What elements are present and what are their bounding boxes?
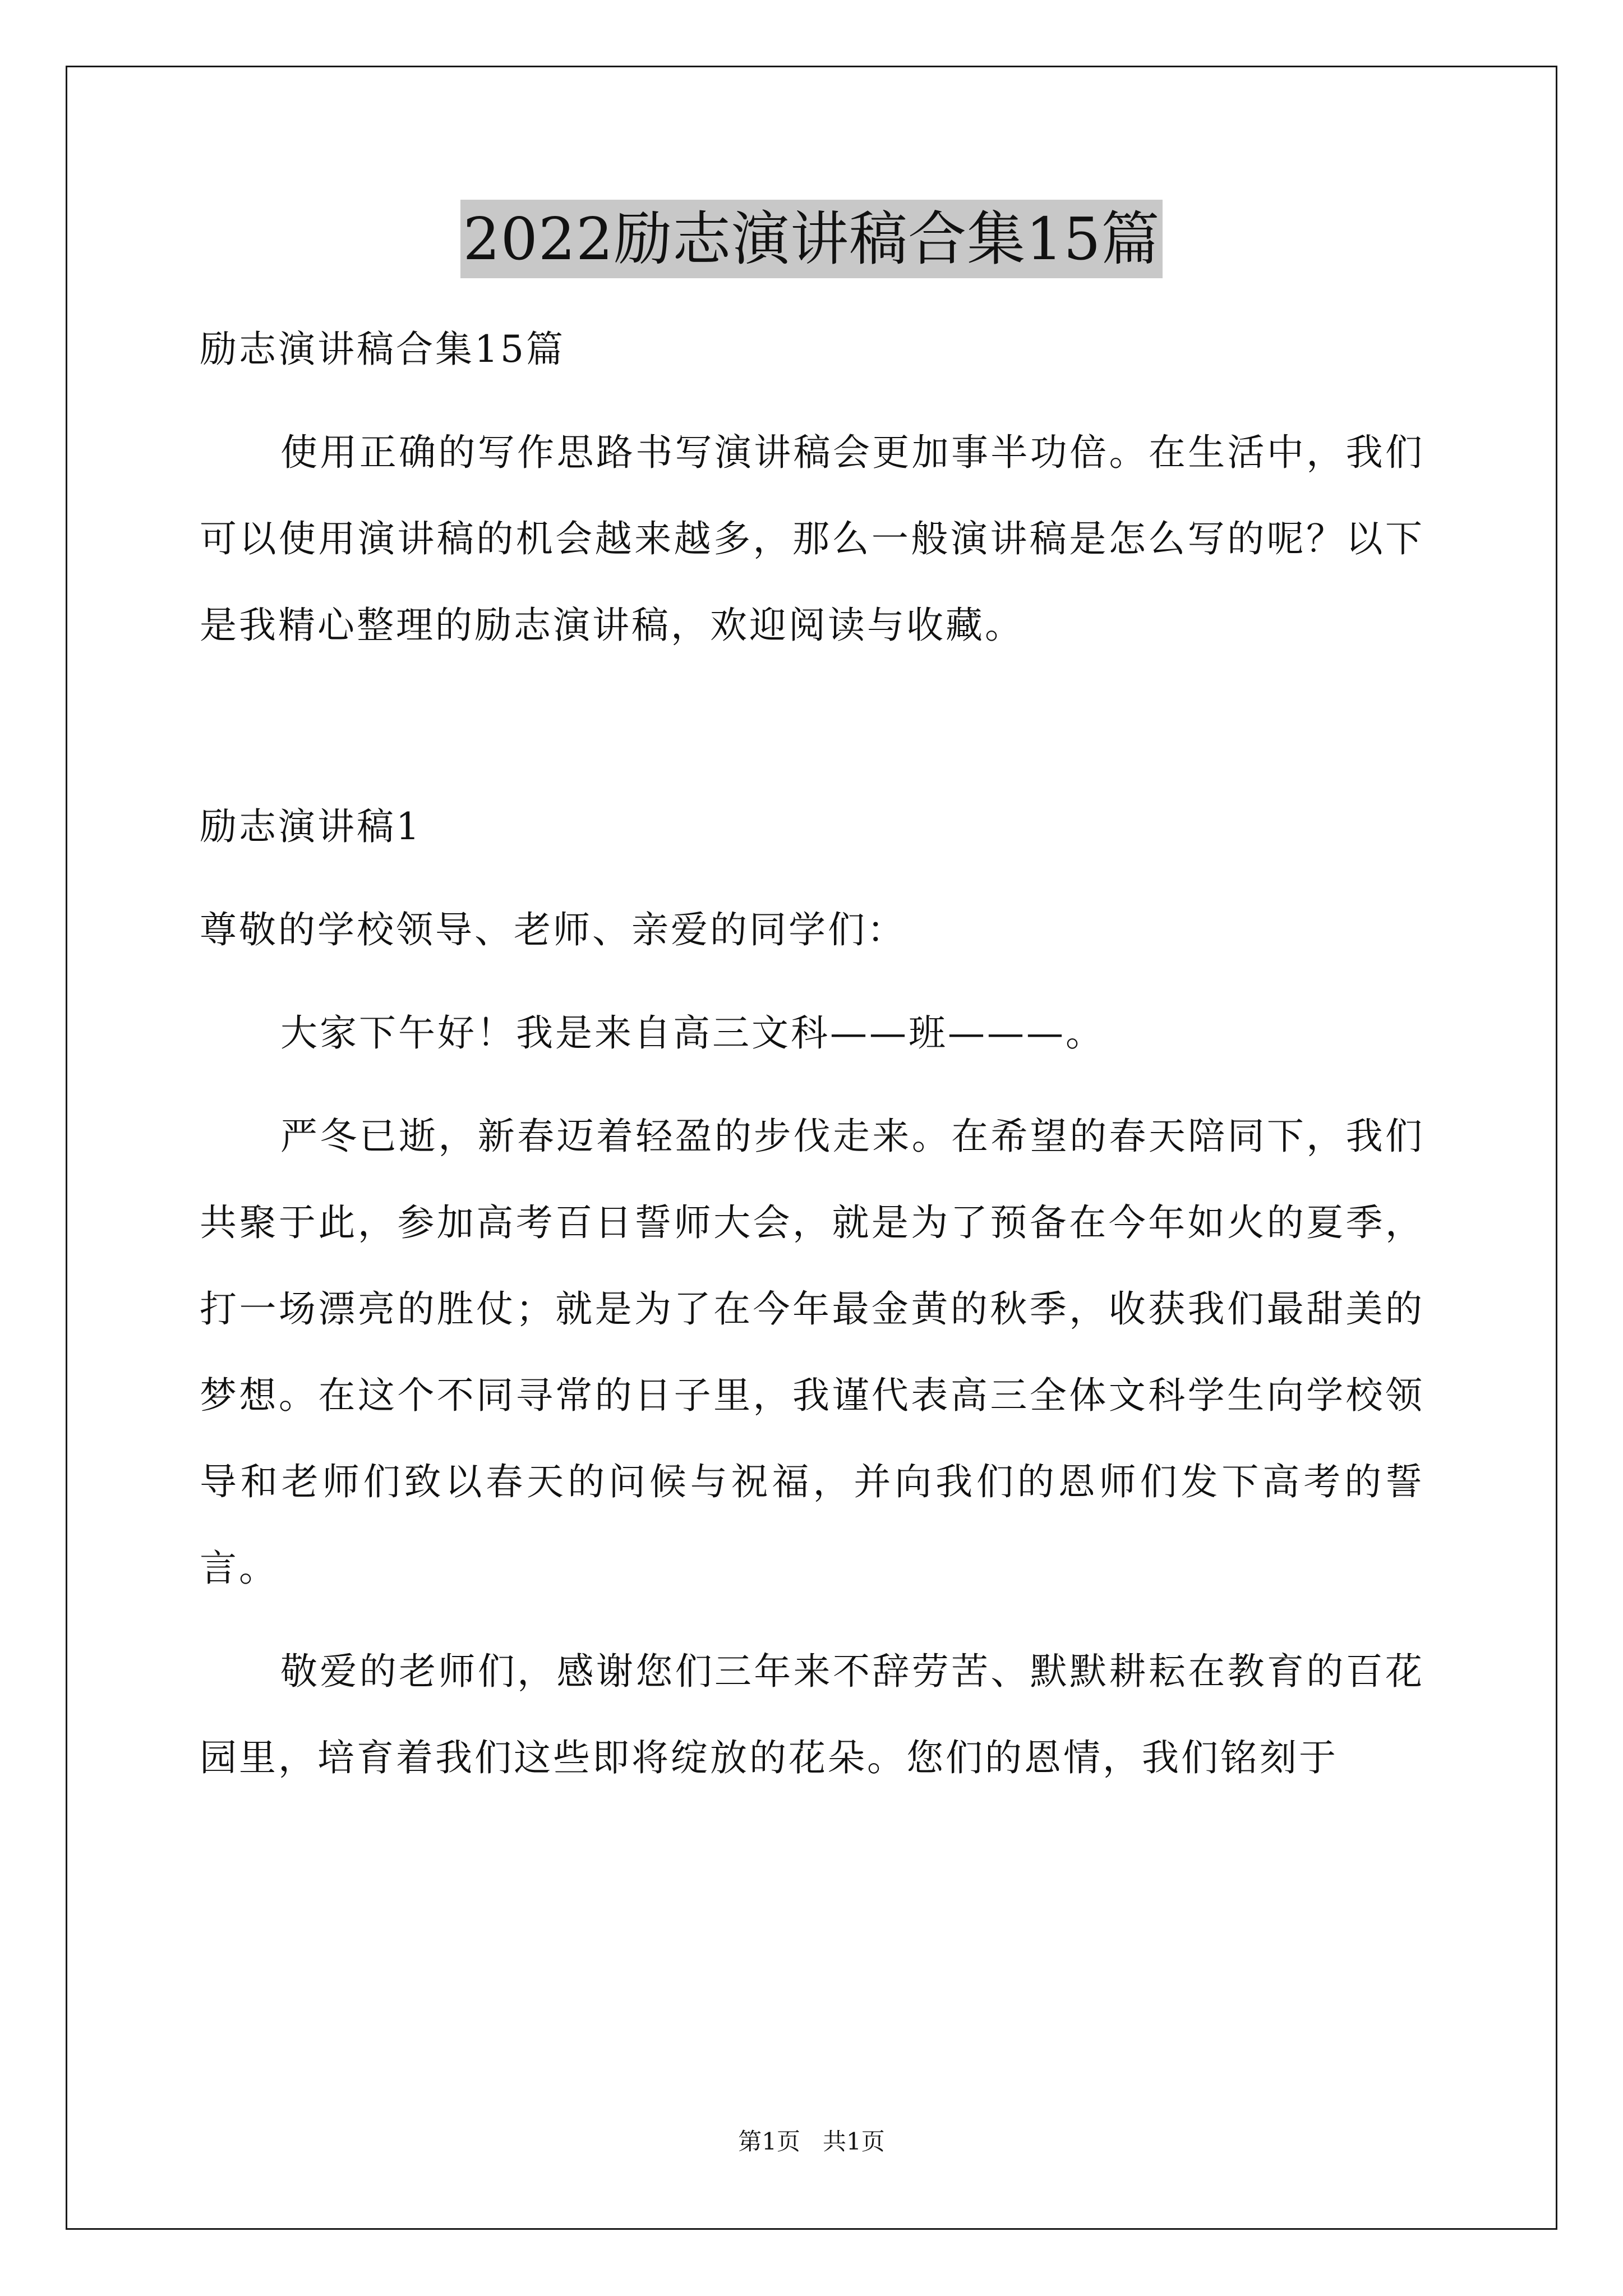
body-paragraph-1: 严冬已逝，新春迈着轻盈的步伐走来。在希望的春天陪同下，我们共聚于此，参加高考百日誓师大会，就是为了预备在今年如火的夏季，打一场漂亮的胜仗；就是为了在今年最金黄的秋季，收获我们最甜美的梦想。在这个不同寻常的日子里，我谨代表高三全体文科学生向学校领导和老师们致以春天的问候与祝福，并向我们的恩师们发下高考的誓言。 [200, 1115, 1424, 1590]
spacer [200, 973, 1424, 990]
spacer [200, 1076, 1424, 1093]
spacer [200, 1612, 1424, 1628]
spacer [200, 669, 1424, 784]
salutation: 尊敬的学校领导、老师、亲爱的同学们： [200, 908, 906, 951]
title-container [0, 200, 1623, 278]
intro-paragraph: 使用正确的写作思路书写演讲稿会更加事半功倍。在生活中，我们可以使用演讲稿的机会越来越多，那么一般演讲稿是怎么写的呢？以下是我精心整理的励志演讲稿，欢迎阅读与收藏。 [200, 431, 1424, 647]
document-body [200, 306, 1424, 1801]
greeting-paragraph: 大家下午好！我是来自高三文科——班———。 [280, 1011, 1105, 1055]
page-footer: 第1页 共1页 [738, 2128, 885, 2155]
document-subtitle: 励志演讲稿合集15篇 [200, 328, 565, 371]
section-heading: 励志演讲稿1 [200, 805, 422, 848]
spacer [200, 393, 1424, 409]
body-paragraph-2: 敬爱的老师们，感谢您们三年来不辞劳苦、默默耕耘在教育的百花园里，培育着我们这些即将绽放的花朵。您们的恩情，我们铭刻于 [200, 1650, 1424, 1779]
spacer [200, 870, 1424, 887]
document-title: 2022励志演讲稿合集15篇 [460, 200, 1162, 278]
